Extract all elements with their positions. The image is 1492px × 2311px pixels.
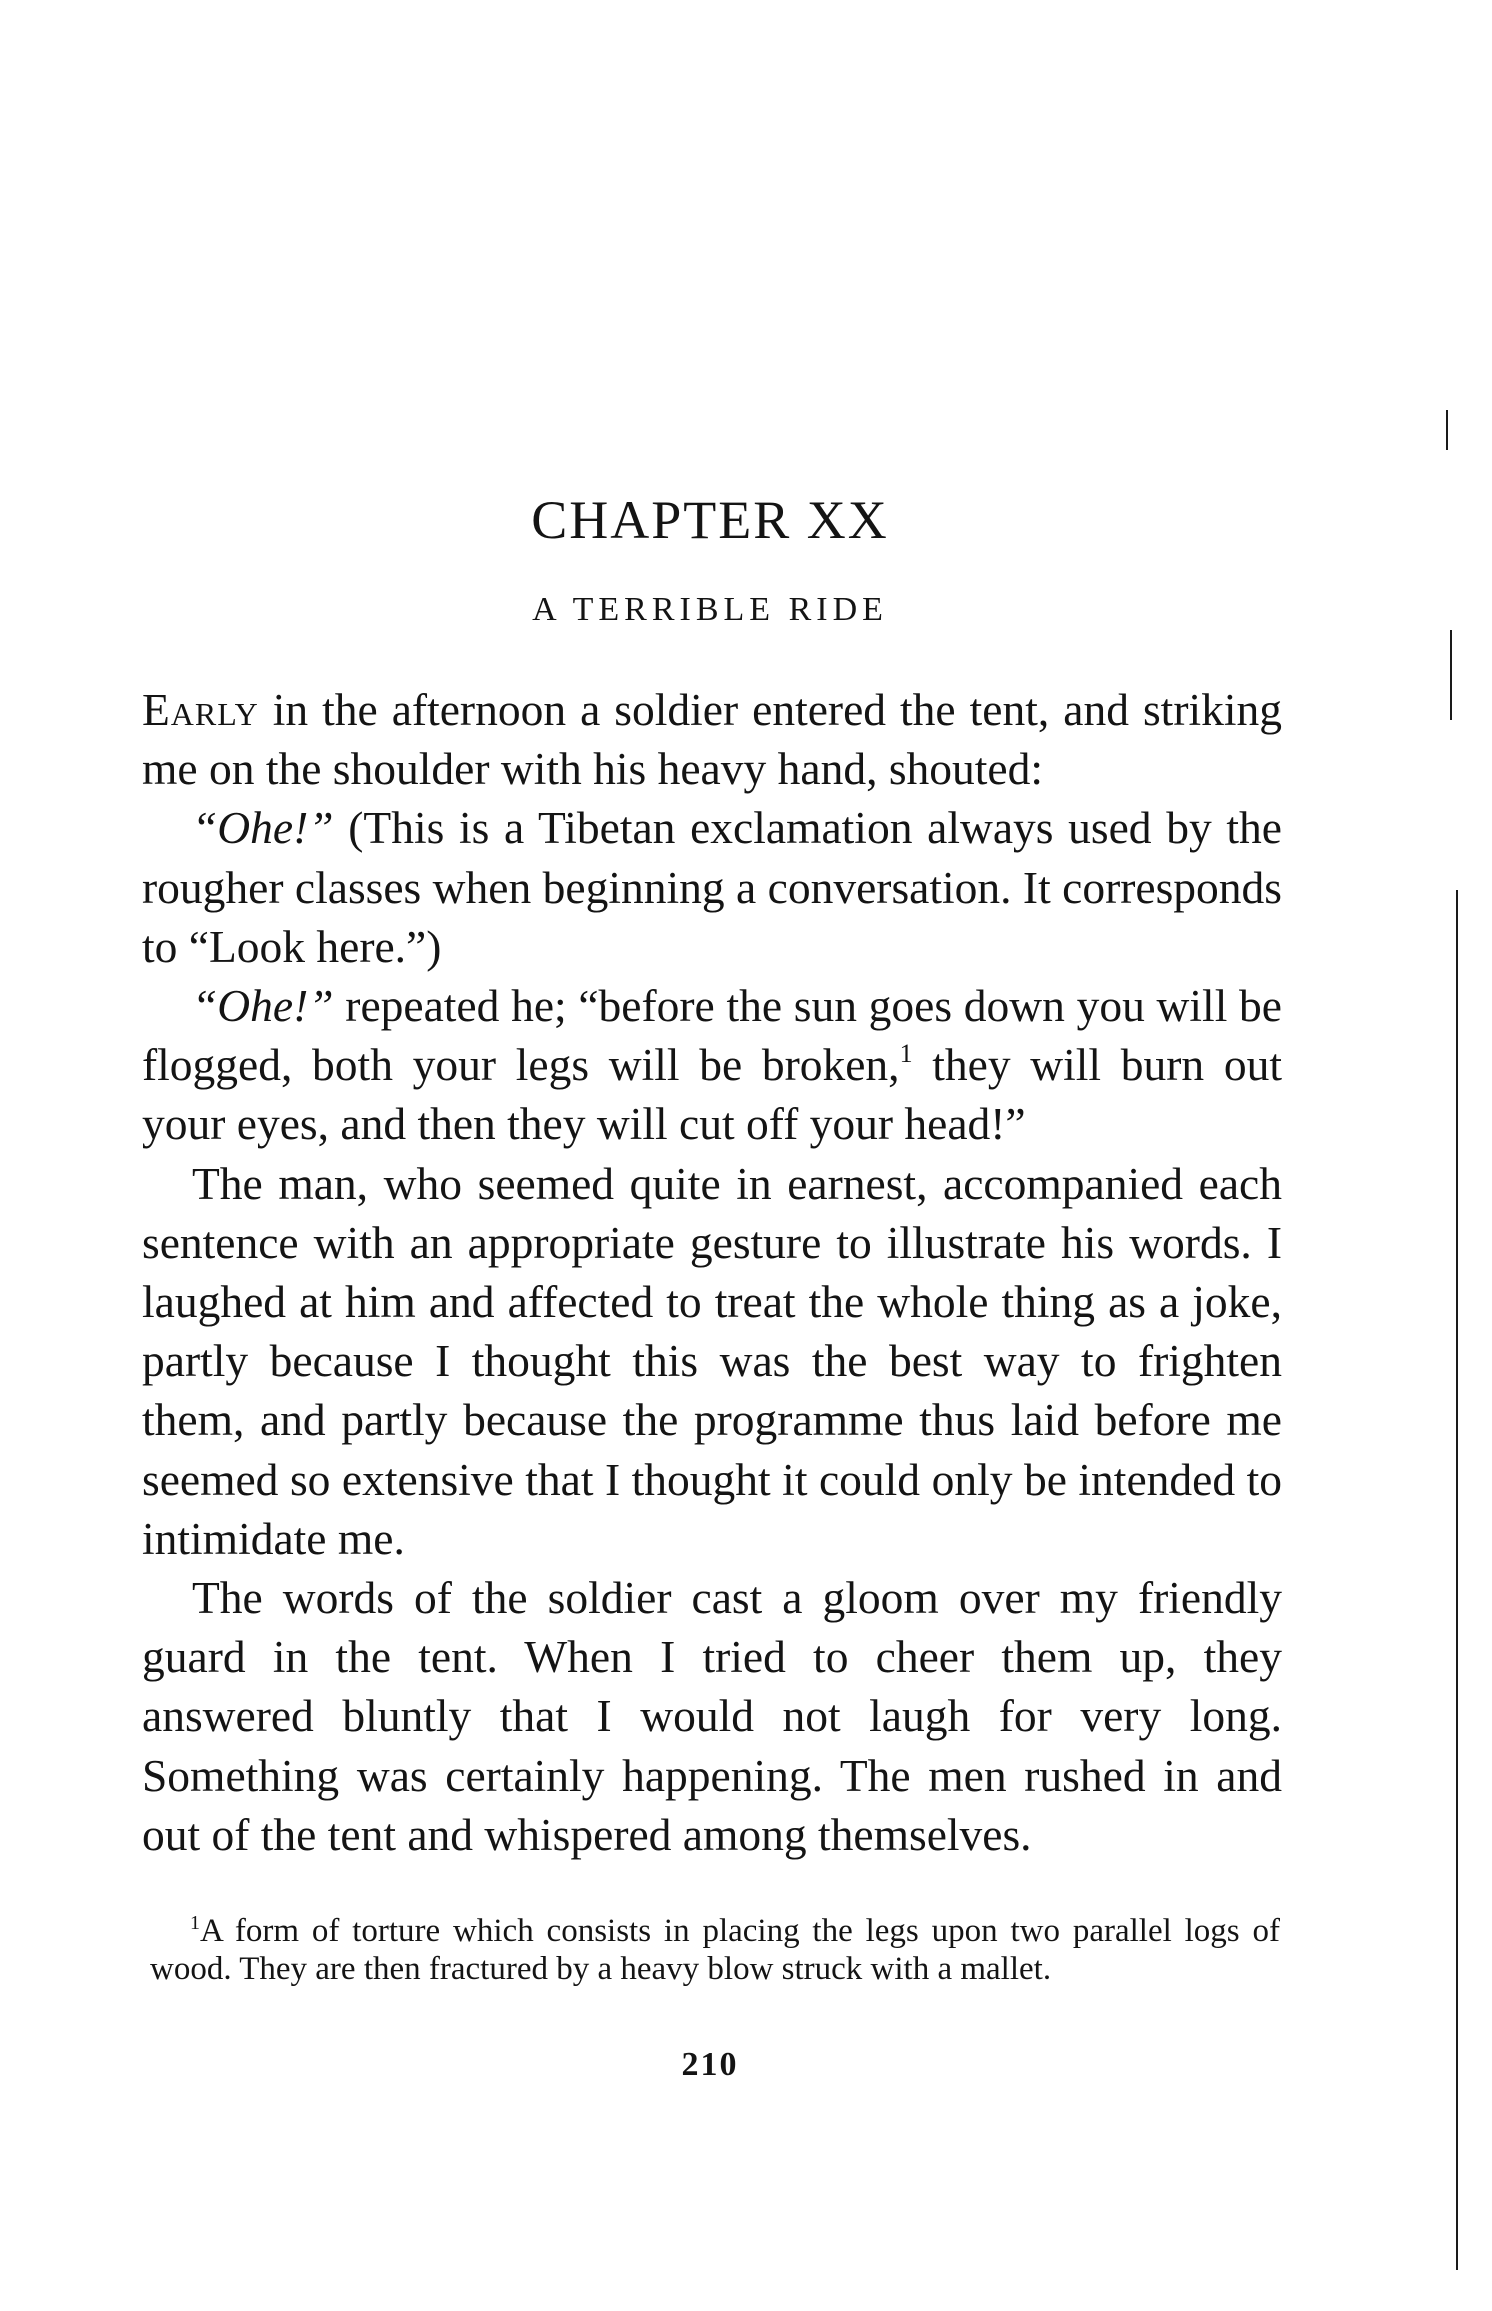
footnote-text: A form of torture which consists in placing the legs upon two parallel logs of wood. They are then fractured by a heavy blow struck with a mallet. — [150, 1913, 1280, 1987]
paragraph-text-continued: they will burn out your eyes, and then they will cut off your head!” — [142, 1039, 1282, 1150]
footnote-reference: 1 — [899, 1039, 913, 1069]
paragraph-3 — [142, 976, 1282, 1154]
paragraph-text: repeated he; “before the sun goes down you will be flogged, both your legs will be broken, — [142, 980, 1282, 1091]
body-text — [142, 680, 1282, 1864]
footnote-mark: 1 — [190, 1912, 200, 1934]
paragraph-text: The words of the soldier cast a gloom over my friendly guard in the tent. When I tried to cheer them up, they answered bluntly that I would not laugh for very long. Something was certainly happening. The men rushed in and out of the tent and whispered among themselves. — [142, 1572, 1282, 1860]
chapter-heading: CHAPTER XX — [531, 490, 889, 550]
chapter-subtitle: A TERRIBLE RIDE — [532, 591, 888, 628]
paragraph-2 — [142, 798, 1282, 976]
scan-edge-mark — [1446, 410, 1448, 450]
paragraph-lead-word: Early — [142, 684, 259, 735]
paragraph-5 — [142, 1568, 1282, 1864]
page-number: 210 — [681, 2046, 739, 2083]
paragraph-text: The man, who seemed quite in earnest, accompanied each sentence with an appropriate gesture to illustrate his words. I laughed at him and affected to treat the whole thing as a joke, partly because I thought this was the best way to frighten them, and partly because the programme thus laid before me seemed so extensive that I thought it could only be intended to intimidate me. — [142, 1157, 1282, 1564]
scan-edge-mark — [1450, 630, 1452, 720]
paragraph-1 — [142, 680, 1282, 798]
paragraph-text: (This is a Tibetan exclamation always used by the rougher classes when beginning a conversation. It corresponds to “Look here.”) — [142, 802, 1282, 972]
paragraph-text: in the afternoon a soldier entered the tent, and striking me on the shoulder with his heavy hand, shouted: — [142, 684, 1282, 795]
exclamation-text: “Ohe!” — [192, 802, 334, 854]
paragraph-4 — [142, 1154, 1282, 1568]
scan-edge-mark — [1456, 890, 1458, 2270]
footnote — [150, 1912, 1280, 1988]
exclamation-text: “Ohe!” — [192, 980, 334, 1032]
